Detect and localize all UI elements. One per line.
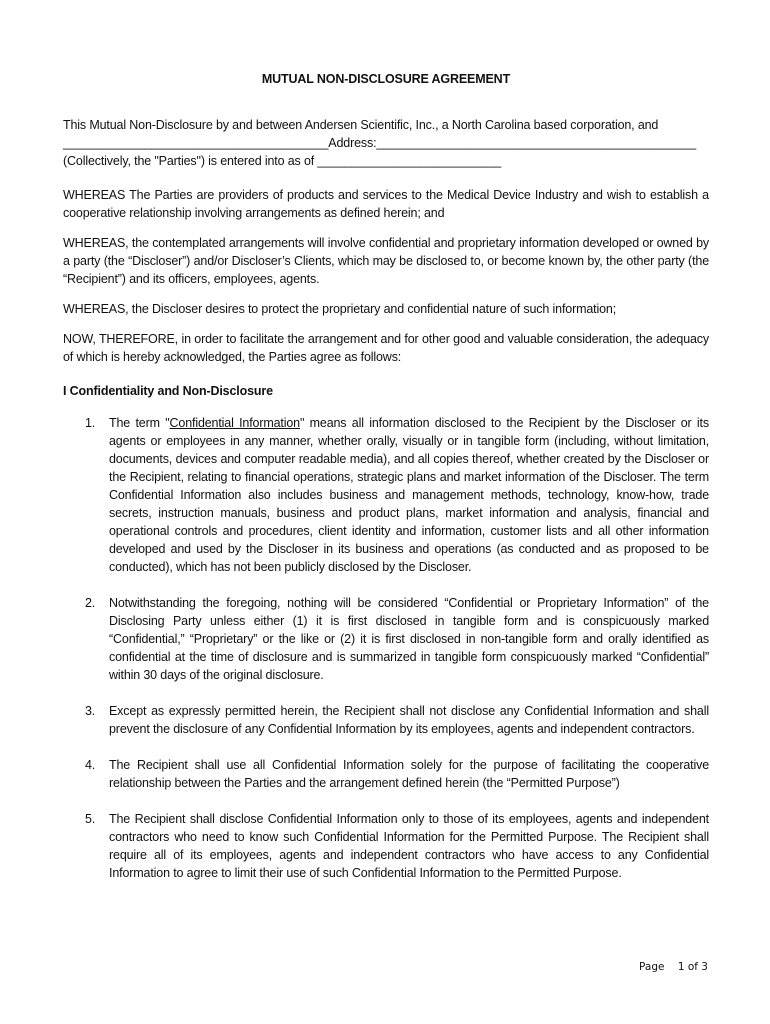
section-heading: I Confidentiality and Non-Disclosure [63, 384, 273, 398]
item-number: 2. [85, 596, 96, 610]
list-item [63, 756, 709, 792]
item-number: 1. [85, 416, 96, 430]
list-item [63, 810, 709, 882]
item-number: 3. [85, 704, 96, 718]
item-text-prefix: The term " [109, 416, 170, 430]
effective-date-line: (Collectively, the "Parties") is entered into as of ___________________________ [63, 154, 502, 168]
item-text: Except as expressly permitted herein, the Recipient shall not disclose any Confidential Information and shall prevent the disclosure of any Confidential Information by its employees, agents and independent contractors. [109, 704, 709, 736]
whereas-paragraph-2: WHEREAS, the contemplated arrangements will involve confidential and proprietary information developed or owned by a party (the “Discloser”) and/or Discloser’s Clients, which may be disclosed to, or become known by, the other party (the “Recipient”) and its officers, employees, agents. [63, 236, 709, 286]
item-text: " means all information disclosed to the Recipient by the Discloser or its agents or employees in any manner, whether orally, visually or in tangible form (including, without limitation, documents, devices and computer readable media), and all copies thereof, whether created by the Discloser or the Recipient, relating to financial operations, strategic plans and market information of the Discloser. The term Confidential Information also includes business and management methods, technology, know-how, trade secrets, instruction manuals, business and product plans, market information and analysis, financial and operational controls and procedures, client identity and information, customer lists and all other information developed and used by the Discloser in its business and operations (as conducted and as proposed to be conducted), which has not been publicly disclosed by the Discloser. [109, 416, 709, 574]
page-label: Page [639, 961, 665, 973]
defined-term: Confidential Information [169, 416, 300, 430]
page-footer [639, 961, 708, 973]
list-item [63, 702, 709, 738]
whereas-paragraph-3: WHEREAS, the Discloser desires to protect the proprietary and confidential nature of such information; [63, 302, 617, 316]
item-text: The Recipient shall use all Confidential Information solely for the purpose of facilitating the cooperative relationship between the Parties and the arrangement defined herein (the “Permitted Purpose”) [109, 758, 709, 790]
item-text: Notwithstanding the foregoing, nothing will be considered “Confidential or Proprietary Information” of the Disclosing Party unless either (1) it is first disclosed in tangible form and is conspicuously marked “Confidential,” “Proprietary” or the like or (2) it is first disclosed in non-tangible form and orally identified as confidential at the time of disclosure and is summarized in tangible form conspicuously marked “Confidential” within 30 days of the original disclosure. [109, 596, 709, 682]
intro-paragraph [63, 116, 709, 170]
document-body [63, 70, 709, 900]
page-number: 1 of 3 [677, 961, 708, 973]
now-therefore-paragraph: NOW, THEREFORE, in order to facilitate the arrangement and for other good and valuable consideration, the adequacy of which is hereby acknowledged, the Parties agree as follows: [63, 332, 709, 364]
whereas-paragraph-1: WHEREAS The Parties are providers of products and services to the Medical Device Industry and wish to establish a cooperative relationship involving arrangements as defined herein; and [63, 188, 709, 220]
item-number: 5. [85, 812, 96, 826]
clause-list [63, 414, 709, 882]
item-text: The Recipient shall disclose Confidential Information only to those of its employees, agents and independent contractors who need to know such Confidential Information for the Permitted Purpose. The Recipient shall require all of its employees, agents and independent contractors who have access to any Confidential Information to agree to limit their use of such Confidential Information to the Permitted Purpose. [109, 812, 709, 880]
party-address-blank: _______________________________________Address:_______________________________________________ [63, 136, 697, 150]
list-item [63, 594, 709, 684]
document-title: MUTUAL NON-DISCLOSURE AGREEMENT [261, 72, 511, 86]
list-item [63, 414, 709, 576]
intro-line: This Mutual Non-Disclosure by and between Andersen Scientific, Inc., a North Carolina based corporation, and [63, 118, 659, 132]
item-number: 4. [85, 758, 96, 772]
